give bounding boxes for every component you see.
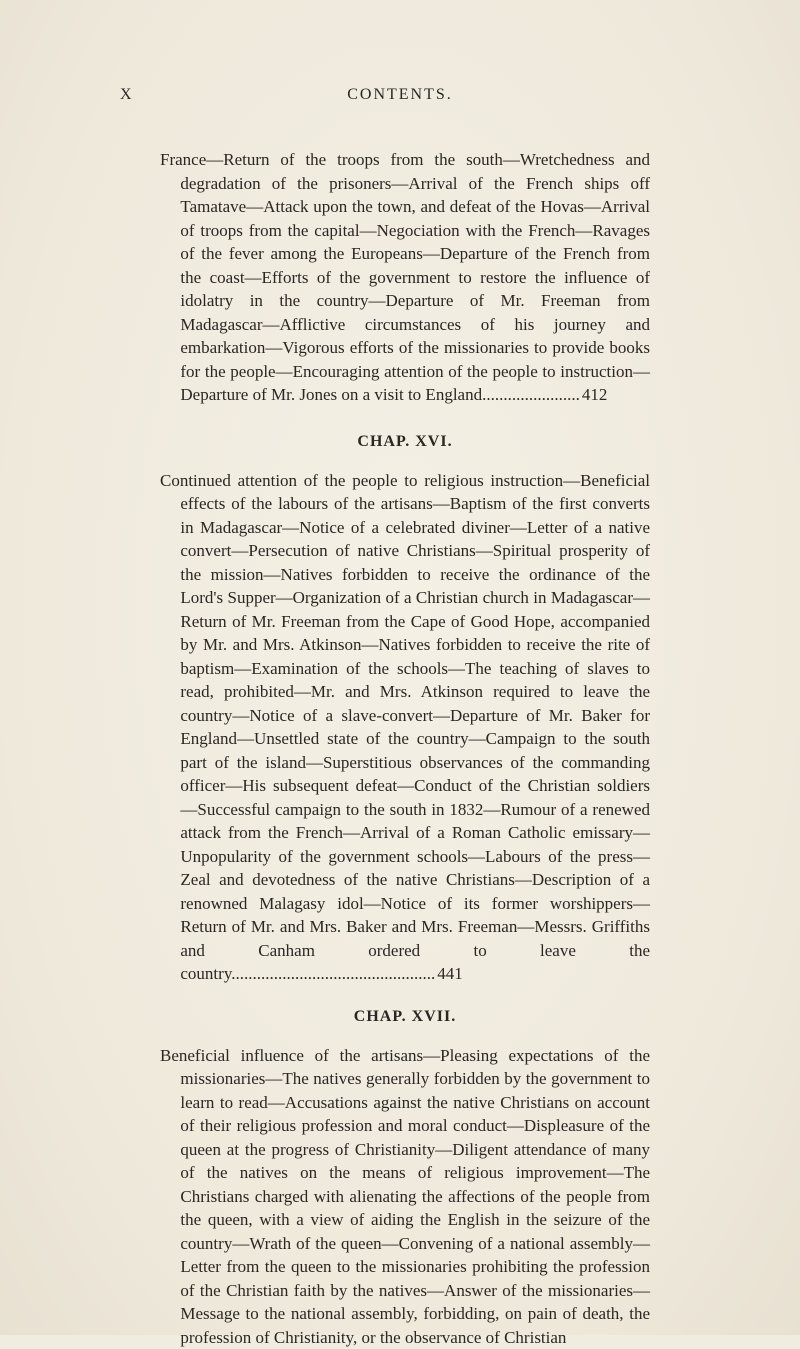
contents-body	[160, 148, 650, 1349]
chapter-xvii-heading: CHAP. XVII.	[160, 1008, 650, 1026]
page-number: X	[120, 86, 133, 104]
running-title: CONTENTS.	[0, 86, 800, 104]
chapter-xv-summary-text: France—Return of the troops from the south—Wretchedness and degradation of the prisoners—Arrival of the French ships off Tamatave—Attack upon the town, and defeat of the Hovas—Arrival of troops from the capital—Negociation with the French—Ravages of the fever among the Europeans—Departure of the French from the coast—Efforts of the government to restore the influence of idolatry in the country—Departure of Mr. Freeman from Madagascar—Afflictive circumstances of his journey and embarkation—Vigorous efforts of the missionaries to provide books for the people—Encouraging attention of the people to instruction—Departure of Mr. Jones on a visit to England.......................	[160, 150, 650, 404]
chapter-xvii-summary	[160, 1044, 650, 1349]
chapter-xvi-page-ref: 441	[437, 964, 463, 983]
running-head	[0, 86, 800, 112]
chapter-xv-summary	[160, 148, 650, 407]
chapter-xvi-summary	[160, 469, 650, 986]
chapter-xvii-summary-text: Beneficial influence of the artisans—Pleasing expectations of the missionaries—The natives generally forbidden by the government to learn to read—Accusations against the native Christians on account of their religious profession and moral conduct—Displeasure of the queen at the progress of Christianity—Diligent attendance of many of the natives on the means of religious improvement—The Christians charged with alienating the affections of the people from the queen, with a view of aiding the English in the seizure of the country—Wrath of the queen—Convening of a national assembly—Letter from the queen to the missionaries prohibiting the profession of the Christian faith by the natives—Answer of the missionaries—Message to the national assembly, forbidding, on pain of death, the profession of Christianity, or the observance of Christian	[160, 1046, 650, 1347]
chapter-xv-page-ref: 412	[582, 385, 608, 404]
chapter-xvi-heading: CHAP. XVI.	[160, 433, 650, 451]
chapter-xvi-summary-text: Continued attention of the people to religious instruction—Beneficial effects of the labours of the artisans—Baptism of the first converts in Madagascar—Notice of a celebrated diviner—Letter of a native convert—Persecution of native Christians—Spiritual prosperity of the mission—Natives forbidden to receive the ordinance of the Lord's Supper—Organization of a Christian church in Madagascar—Return of Mr. Freeman from the Cape of Good Hope, accompanied by Mr. and Mrs. Atkinson—Natives forbidden to receive the rite of baptism—Examination of the schools—The teaching of slaves to read, prohibited—Mr. and Mrs. Atkinson required to leave the country—Notice of a slave-convert—Departure of Mr. Baker for England—Unsettled state of the country—Campaign to the south part of the island—Superstitious observances of the commanding officer—His subsequent defeat—Conduct of the Christian soldiers—Successful campaign to the south in 1832—Rumour of a renewed attack from the French—Arrival of a Roman Catholic emissary—Unpopularity of the government schools—Labours of the press—Zeal and devotedness of the native Christians—Description of a renowned Malagasy idol—Notice of its former worshippers—Return of Mr. and Mrs. Baker and Mrs. Freeman—Messrs. Griffiths and Canham ordered to leave the country................................................	[160, 471, 650, 984]
